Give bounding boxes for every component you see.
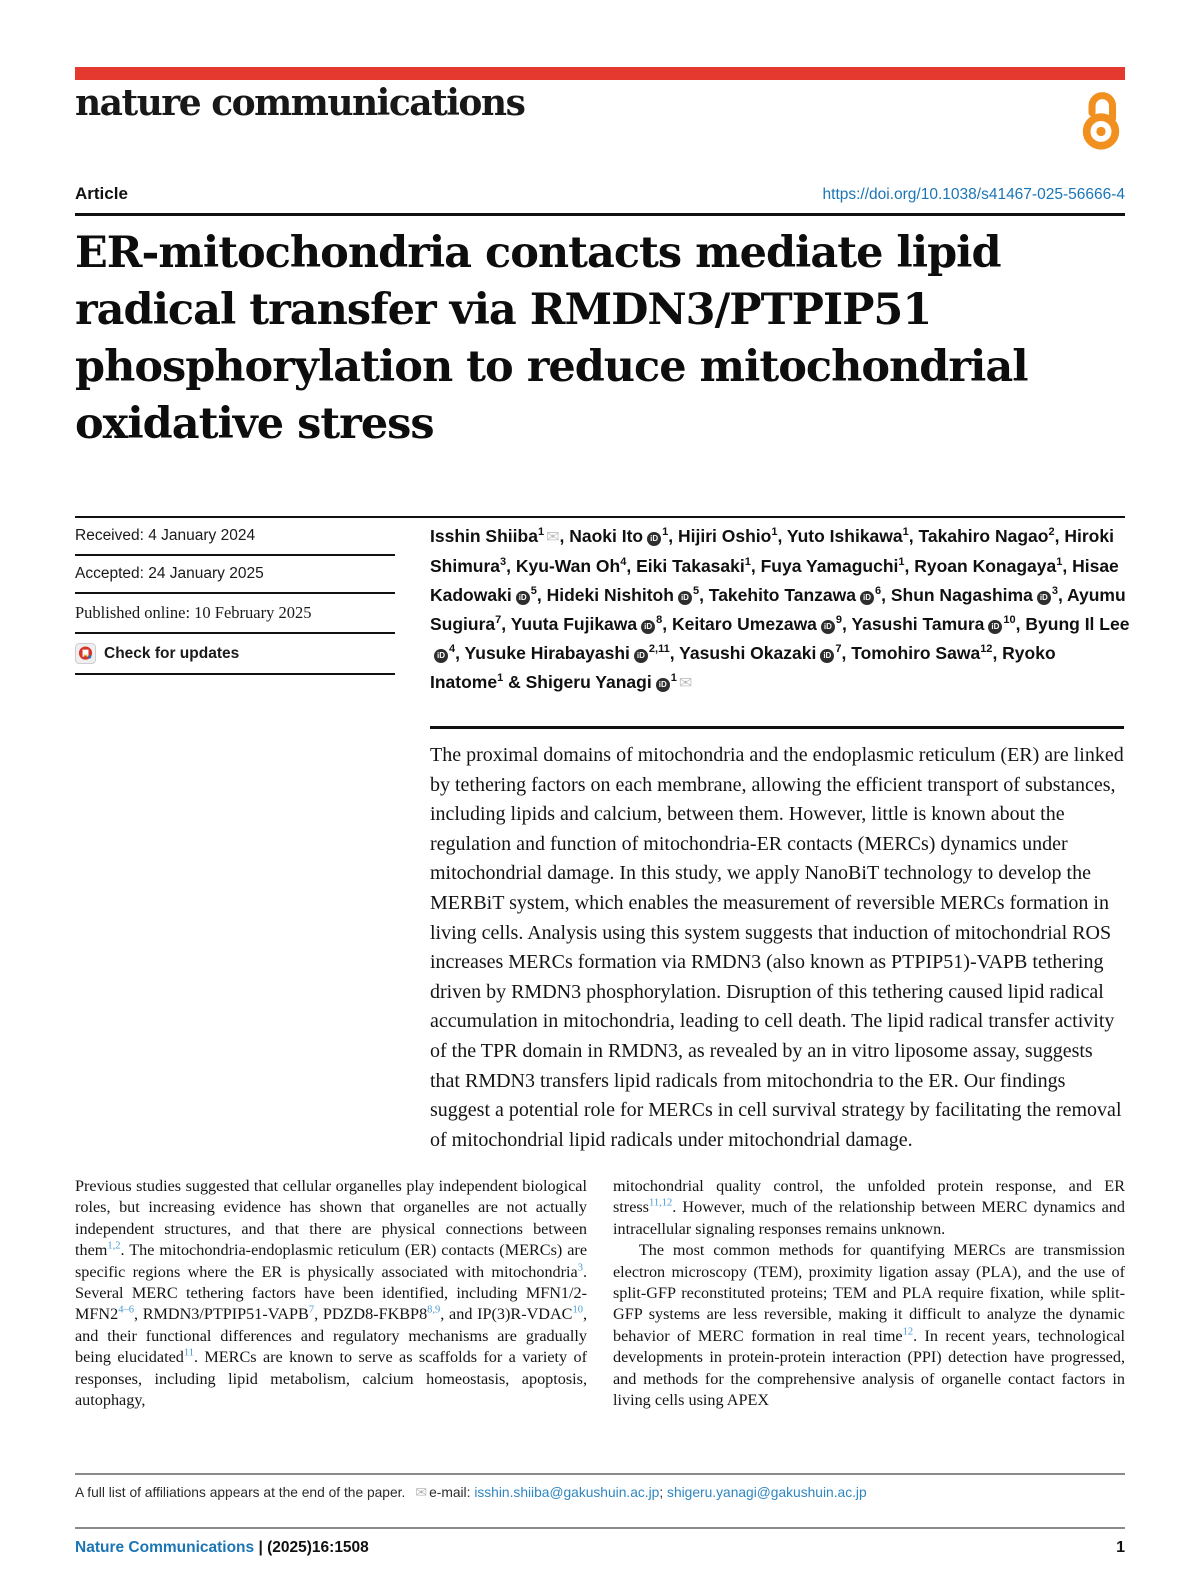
author-name: Ayumu Sugiura (430, 585, 1126, 634)
accepted-date: Accepted: 24 January 2025 (75, 556, 395, 594)
affiliation-note: A full list of affiliations appears at the end of the paper. (75, 1485, 406, 1500)
affiliation-superscript: 10 (1003, 614, 1016, 627)
author-name: Keitaro Umezawa (672, 614, 817, 634)
reference-superscript: 7 (308, 1305, 315, 1317)
orcid-icon[interactable]: iD (678, 591, 692, 605)
text-run: . In recent years, technological developments in protein-protein interaction (PPI) detection have progressed, and methods for the comprehensive analysis of organelle contact factors in living cells using APEX (613, 1326, 1125, 1410)
citation-separator: | (258, 1539, 263, 1556)
orcid-icon[interactable]: iD (634, 649, 648, 663)
author-name: Isshin Shiiba (430, 526, 538, 546)
affiliation-superscript: 1 (497, 672, 504, 685)
journal-citation (75, 1539, 369, 1557)
text-run: . Several MERC tethering factors have been identified, including MFN1/2-MFN2 (75, 1262, 587, 1324)
body-paragraph (75, 1176, 587, 1411)
affiliation-superscript: 1 (537, 526, 545, 539)
orcid-icon[interactable]: iD (434, 649, 448, 663)
author-name: Ryoan Konagaya (914, 556, 1057, 576)
article-header-row (75, 184, 1125, 204)
email-label: e-mail: (429, 1485, 471, 1500)
email-link-1[interactable]: isshin.shiiba@gakushuin.ac.jp (474, 1485, 660, 1500)
author-name: Eiki Takasaki (636, 556, 745, 576)
article-type-label: Article (75, 184, 128, 203)
orcid-icon[interactable]: iD (647, 532, 661, 546)
body-column-right (613, 1176, 1125, 1411)
affiliation-note-row (75, 1484, 1125, 1501)
volume-reference: (2025)16:1508 (267, 1539, 369, 1556)
affiliation-superscript: 12 (980, 643, 993, 656)
reference-superscript: 3 (577, 1262, 583, 1274)
orcid-icon[interactable]: iD (820, 649, 834, 663)
body-columns (75, 1176, 1125, 1411)
article-meta-box (75, 518, 395, 675)
doi-link[interactable]: https://doi.org/10.1038/s41467-025-56666-4 (822, 186, 1125, 203)
title-rule (75, 213, 1125, 216)
author-name: Takahiro Nagao (918, 526, 1049, 546)
orcid-icon[interactable]: iD (516, 591, 530, 605)
affiliation-superscript: 1 (1056, 556, 1063, 569)
envelope-icon: ✉ (546, 529, 560, 546)
affiliation-rule (75, 1473, 1125, 1475)
text-run: , RMDN3/PTPIP51-VAPB (133, 1305, 309, 1324)
orcid-icon[interactable]: iD (641, 620, 655, 634)
envelope-icon: ✉ (415, 1484, 428, 1500)
text-run: mitochondrial quality control, the unfolded protein response, and ER stress (613, 1177, 1125, 1217)
author-name: Shigeru Yanagi (525, 672, 652, 692)
text-run: , and their functional differences and regulatory mechanisms are gradually being elucidated (75, 1305, 587, 1367)
body-paragraph (613, 1240, 1125, 1411)
body-column-left (75, 1176, 587, 1411)
affiliation-superscript: 2,11 (648, 643, 670, 656)
affiliation-superscript: 1 (898, 556, 905, 569)
check-for-updates-button[interactable] (75, 634, 395, 675)
author-name: Tomohiro Sawa (851, 643, 981, 663)
affiliation-superscript: 1 (902, 526, 909, 539)
text-run: . The mitochondria-endoplasmic reticulum (ER) contacts (MERCs) are specific regions where the ER is physically associated with mitochondria (75, 1241, 587, 1281)
orcid-icon[interactable]: iD (656, 678, 670, 692)
text-run: , PDZD8-FKBP8 (314, 1305, 428, 1324)
author-name: Naoki Ito (569, 526, 644, 546)
text-run: . However, much of the relationship between MERC dynamics and intracellular signaling responses remains unknown. (613, 1198, 1125, 1238)
text-run: Previous studies suggested that cellular organelles play independent biological roles, but increasing evidence has shown that organelles are not actually independent structures, and that there are physical connections between them (75, 1177, 587, 1260)
journal-logo: nature communications (75, 82, 525, 124)
text-run: The most common methods for quantifying MERCs are transmission electron microscopy (TEM), proximity ligation assay (PLA), and the use of split-GFP reconstituted proteins; TEM and PLA require fixation, while split-GFP systems are less reversible, making it difficult to analyze the dynamic behavior of MERC formation in real time (613, 1241, 1125, 1345)
orcid-icon[interactable]: iD (860, 591, 874, 605)
reference-superscript: 12 (902, 1326, 914, 1338)
affiliation-superscript: 9 (835, 614, 843, 627)
reference-superscript: 11,12 (648, 1198, 673, 1210)
received-date: Received: 4 January 2024 (75, 518, 395, 556)
page-number: 1 (1116, 1539, 1125, 1556)
open-access-icon (1079, 86, 1123, 155)
affiliation-superscript: 3 (500, 556, 507, 569)
envelope-icon: ✉ (678, 675, 693, 692)
affiliation-superscript: 5 (530, 585, 537, 598)
affiliation-superscript: 7 (835, 643, 842, 656)
affiliation-superscript: 3 (1051, 585, 1058, 598)
author-name: Yasushi Tamura (851, 614, 985, 634)
affiliation-superscript: 1 (662, 526, 669, 539)
reference-superscript: 10 (572, 1305, 583, 1317)
author-name: Yasushi Okazaki (679, 643, 817, 663)
text-run: . MERCs are known to serve as scaffolds for a variety of responses, including lipid metabolism, calcium homeostasis, apoptosis, autophagy, (75, 1348, 587, 1410)
published-date: Published online: 10 February 2025 (75, 594, 395, 634)
orcid-icon[interactable]: iD (821, 620, 835, 634)
author-name: Fuya Yamaguchi (760, 556, 899, 576)
article-title: ER-mitochondria contacts mediate lipid radical transfer via RMDN3/PTPIP51 phosphorylation to reduce mitochondrial oxidative stress (75, 228, 1028, 449)
affiliation-superscript: 8 (656, 614, 663, 627)
footer-row (75, 1539, 1125, 1557)
author-name: Ryoko Inatome (430, 643, 1056, 692)
brand-red-bar (75, 67, 1125, 80)
journal-name-link[interactable]: Nature Communications (75, 1539, 255, 1556)
author-name: Byung Il Lee (1025, 614, 1130, 634)
author-name: Yuuta Fujikawa (510, 614, 638, 634)
reference-superscript: 11 (183, 1347, 194, 1359)
reference-superscript: 1,2 (107, 1240, 121, 1252)
author-list: Isshin Shiiba$^1$ ✉, Naoki Ito $iD^1$, Hijiri Oshio$^1$, Yuto Ishikawa$^1$, Takahiro Nagao$^2$, Hiroki Shimura$^3$, Kyu-Wan Oh$^4$, Eiki Takasaki$^1$, Fuya Yamaguchi$^1$, Ryoan Konagaya$^1$, Hisae Kadowaki $iD^5$, Hideki Nishitoh $iD^5$, Takehito Tanzawa $iD^6$, Shun Nagashima $iD^3$, Ayumu Sugiura$^7$, Yuuta Fujikawa $iD^8$, Keitaro Umezawa $iD^9$, Yasushi Tamura $iD^{10}$, Byung Il LeeiD$^4$, Yusuke Hirabayashi iD$^{2,11}$, Yasushi Okazaki $iD^7$, Tomohiro Sawa$^{12}$, Ryoko Inatome$^1$ & Shigeru Yanagi $iD^1$ ✉ (430, 526, 1130, 692)
affiliation-superscript: 4 (620, 556, 627, 569)
text-run: , and IP(3)R-VDAC (440, 1305, 573, 1324)
author-name: Hisae Kadowaki (430, 556, 1119, 605)
affiliation-superscript: 1 (670, 672, 677, 685)
body-paragraph (613, 1176, 1125, 1240)
affiliation-superscript: 7 (495, 614, 502, 627)
affiliation-superscript: 5 (692, 585, 700, 598)
author-name: Yuto Ishikawa (786, 526, 903, 546)
author-name: Kyu-Wan Oh (515, 556, 621, 576)
author-name: Hijiri Oshio (677, 526, 772, 546)
author-name: Hideki Nishitoh (546, 585, 674, 605)
crossmark-icon (75, 643, 96, 664)
author-name: Shun Nagashima (890, 585, 1033, 605)
affiliation-superscript: 4 (449, 643, 456, 656)
check-for-updates-label: Check for updates (104, 644, 240, 662)
email-link-2[interactable]: shigeru.yanagi@gakushuin.ac.jp (667, 1485, 867, 1500)
abstract-text: The proximal domains of mitochondria and the endoplasmic reticulum (ER) are linked by tethering factors on each membrane, allowing the efficient transport of substances, including lipids and calcium, between them. However, little is known about the regulation and function of mitochondria-ER contacts (MERCs) dynamics under mitochondrial damage. In this study, we apply NanoBiT technology to develop the MERBiT system, which enables the measurement of reversible MERCs formation in living cells. Analysis using this system suggests that induction of mitochondrial ROS increases MERCs formation via RMDN3 (also known as PTPIP51)-VAPB tethering driven by RMDN3 phosphorylation. Disruption of this tethering caused lipid radical accumulation in mitochondria, leading to cell death. The lipid radical transfer activity of the TPR domain in RMDN3, as revealed by an in vitro liposome assay, suggests that RMDN3 transfers lipid radicals from mitochondria to the ER. Our findings suggest a potential role for MERCs in cell survival strategy by facilitating the removal of mitochondrial lipid radicals under mitochondrial damage. (430, 726, 1124, 1155)
author-name: Hiroki Shimura (430, 526, 1114, 576)
orcid-icon[interactable]: iD (1037, 591, 1051, 605)
affiliation-superscript: 1 (744, 556, 751, 569)
affiliation-superscript: 2 (1048, 526, 1055, 539)
email-separator: ; (659, 1485, 664, 1500)
affiliation-superscript: 6 (874, 585, 882, 598)
reference-superscript: 4–6 (118, 1305, 134, 1317)
reference-superscript: 8,9 (427, 1305, 441, 1317)
affiliation-superscript: 1 (771, 526, 778, 539)
orcid-icon[interactable]: iD (988, 620, 1002, 634)
author-name: Yusuke Hirabayashi (464, 643, 630, 663)
author-name: Takehito Tanzawa (708, 585, 856, 605)
footer-rule (75, 1527, 1125, 1529)
